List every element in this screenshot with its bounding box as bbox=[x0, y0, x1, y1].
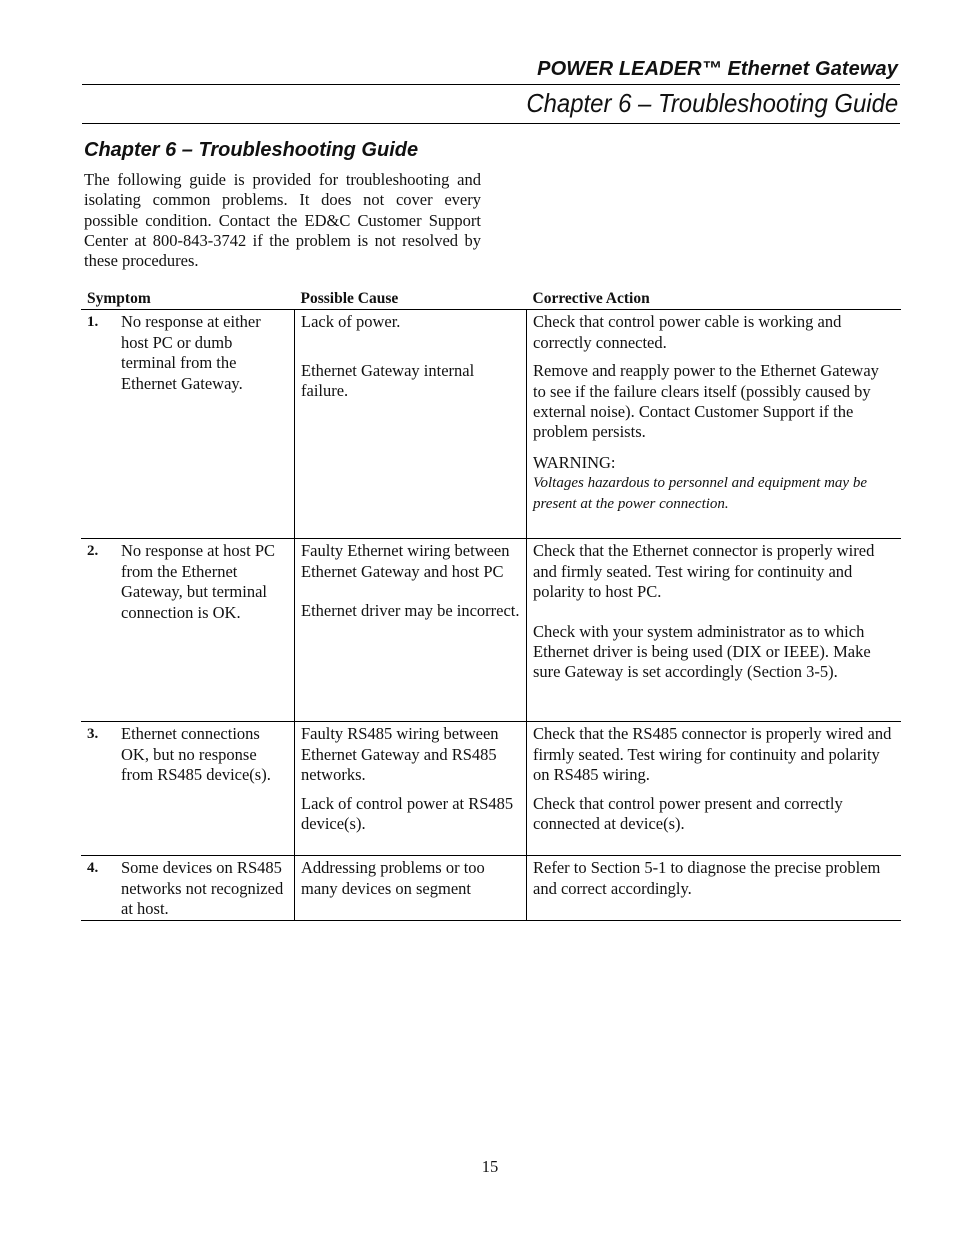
symptom-text: No response at either host PC or dumb terminal from the Ethernet Gateway. bbox=[121, 312, 261, 393]
row-number: 4. bbox=[87, 860, 99, 877]
row-number: 1. bbox=[87, 314, 99, 331]
header-rule-top bbox=[82, 84, 900, 85]
symptom-text: Ethernet connections OK, but no response from RS485 device(s). bbox=[121, 724, 271, 785]
header-rule-bottom bbox=[82, 123, 900, 124]
cause-cell bbox=[295, 539, 527, 722]
action-text: Check that control power present and correctly connected at device(s). bbox=[533, 793, 843, 834]
warning-label: WARNING: bbox=[533, 452, 616, 472]
running-header-chapter: Chapter 6 – Troubleshooting Guide bbox=[526, 88, 898, 118]
symptom-cell bbox=[81, 310, 295, 539]
row-number: 3. bbox=[87, 726, 99, 743]
action-text: Check that the RS485 connector is properly wired and firmly seated. Test wiring for continuity and polarity on RS485 wiring. bbox=[533, 724, 892, 785]
symptom-cell bbox=[81, 539, 295, 722]
table-row bbox=[81, 310, 901, 539]
cause-text: Faulty Ethernet wiring between Ethernet Gateway and host PC bbox=[301, 541, 510, 581]
action-cell bbox=[527, 310, 902, 539]
symptom-cell bbox=[81, 856, 295, 920]
cause-text: Lack of power. bbox=[301, 312, 401, 332]
symptom-text: No response at host PC from the Ethernet Gateway, but terminal connection is OK. bbox=[121, 541, 275, 622]
row-number: 2. bbox=[87, 543, 99, 560]
action-text: Check with your system administrator as to which Ethernet driver is being used (DIX or IEEE). Make sure Gateway is set accordingly (Section 3-5). bbox=[533, 621, 871, 682]
section-title: Chapter 6 – Troubleshooting Guide bbox=[84, 139, 419, 161]
table-header-row bbox=[81, 288, 901, 310]
col-header-symptom: Symptom bbox=[81, 288, 295, 310]
troubleshooting-table bbox=[81, 288, 901, 921]
action-cell bbox=[527, 856, 902, 920]
cause-text: Addressing problems or too many devices on segment bbox=[301, 858, 485, 898]
cause-text: Ethernet Gateway internal failure. bbox=[301, 360, 475, 401]
cause-text: Lack of control power at RS485 device(s). bbox=[301, 793, 514, 834]
cause-cell bbox=[295, 310, 527, 539]
action-text: Check that the Ethernet connector is properly wired and firmly seated. Test wiring for continuity and polarity to host PC. bbox=[533, 541, 875, 602]
action-cell bbox=[527, 539, 902, 722]
cause-text: Ethernet driver may be incorrect. bbox=[301, 601, 520, 621]
cause-cell bbox=[295, 856, 527, 920]
action-text: Refer to Section 5-1 to diagnose the precise problem and correct accordingly. bbox=[533, 858, 881, 898]
page-number: 15 bbox=[481, 1157, 499, 1176]
table-row bbox=[81, 539, 901, 722]
col-header-cause: Possible Cause bbox=[295, 288, 527, 310]
intro-paragraph: The following guide is provided for troubleshooting and isolating common problems. It does not cover every possible condition. Contact the ED&C Customer Support Center at 800-843-3742 if the problem is not resolved by these procedures. bbox=[84, 170, 481, 271]
action-text: Remove and reapply power to the Ethernet Gateway to see if the failure clears itself (possibly caused by external noise). Contact Customer Support if the problem persists. bbox=[533, 361, 879, 442]
action-cell bbox=[527, 722, 902, 856]
cause-text: Faulty RS485 wiring between Ethernet Gateway and RS485 networks. bbox=[301, 724, 499, 785]
symptom-cell bbox=[81, 722, 295, 856]
warning-text: Voltages hazardous to personnel and equipment may be present at the power connection. bbox=[533, 475, 867, 513]
table-row bbox=[81, 856, 901, 920]
col-header-action: Corrective Action bbox=[527, 288, 902, 310]
table-row bbox=[81, 722, 901, 856]
cause-cell bbox=[295, 722, 527, 856]
running-header-product: POWER LEADER™ Ethernet Gateway bbox=[537, 58, 898, 80]
action-text: Check that control power cable is working and correctly connected. bbox=[533, 312, 842, 352]
symptom-text: Some devices on RS485 networks not recognized at host. bbox=[121, 858, 284, 919]
